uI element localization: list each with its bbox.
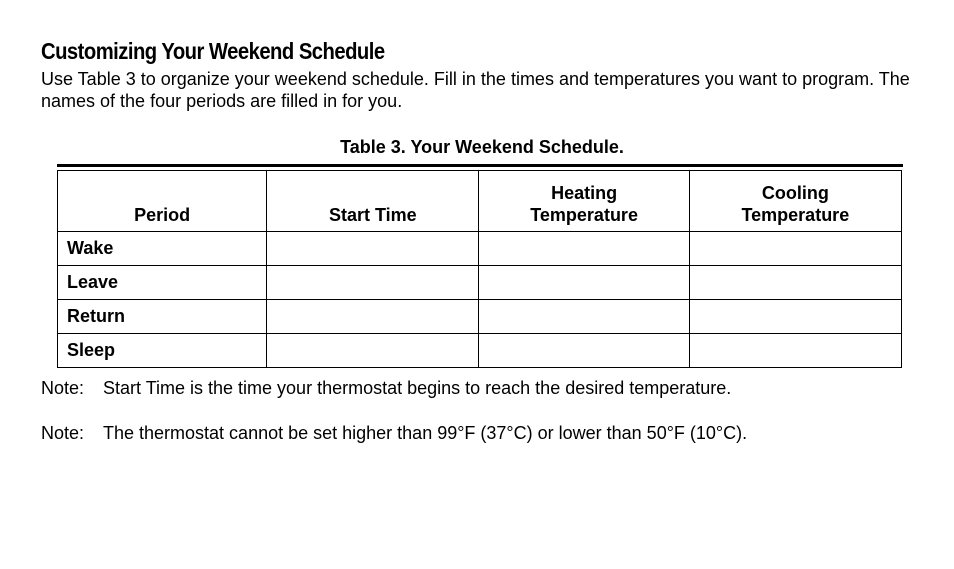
- table-row: [58, 266, 902, 300]
- note-label: Note:: [41, 423, 85, 443]
- note-temperature-limits: [41, 422, 747, 444]
- note-start-time: [41, 377, 731, 399]
- schedule-table-wrapper: [57, 164, 903, 368]
- table-row: [58, 232, 902, 266]
- header-cooling-temperature: [689, 171, 901, 232]
- section-title: Customizing Your Weekend Schedule: [41, 38, 385, 64]
- note-text: Start Time is the time your thermostat begins to reach the desired temperature.: [103, 378, 732, 398]
- heating-cell-wake[interactable]: [479, 232, 689, 266]
- header-heating-line1: Heating: [551, 183, 618, 203]
- note-label: Note:: [41, 378, 85, 398]
- heating-cell-leave[interactable]: [479, 266, 689, 300]
- table-row: [58, 334, 902, 368]
- heating-cell-sleep[interactable]: [479, 334, 689, 368]
- header-start-time: [267, 171, 479, 232]
- header-heating-temperature: [479, 171, 689, 232]
- start-time-cell-sleep[interactable]: [267, 334, 479, 368]
- table-row: [58, 300, 902, 334]
- table-caption: Table 3. Your Weekend Schedule.: [340, 137, 624, 157]
- start-time-cell-wake[interactable]: [267, 232, 479, 266]
- header-cooling-line2: Temperature: [741, 205, 850, 225]
- start-time-cell-leave[interactable]: [267, 266, 479, 300]
- start-time-cell-return[interactable]: [267, 300, 479, 334]
- header-period-label: Period: [134, 205, 191, 225]
- document-page: [41, 36, 911, 443]
- cooling-cell-wake[interactable]: [689, 232, 901, 266]
- period-cell-sleep: Sleep: [58, 334, 267, 368]
- cooling-cell-leave[interactable]: [689, 266, 901, 300]
- header-heating-line2: Temperature: [530, 205, 638, 225]
- period-cell-leave: Leave: [58, 266, 267, 300]
- intro-paragraph: Use Table 3 to organize your weekend schedule. Fill in the times and temperatures you want to program. The names of the four periods are filled in for you.: [41, 69, 910, 111]
- header-start-time-label: Start Time: [329, 205, 417, 225]
- cooling-cell-return[interactable]: [689, 300, 901, 334]
- header-period: [58, 171, 267, 232]
- note-text: The thermostat cannot be set higher than 99°F (37°C) or lower than 50°F (10°C).: [103, 423, 748, 443]
- heating-cell-return[interactable]: [479, 300, 689, 334]
- period-cell-wake: Wake: [58, 232, 267, 266]
- period-cell-return: Return: [58, 300, 267, 334]
- header-cooling-line1: Cooling: [761, 183, 829, 203]
- weekend-schedule-table: [57, 170, 902, 368]
- cooling-cell-sleep[interactable]: [689, 334, 901, 368]
- table-header-row: [58, 171, 902, 232]
